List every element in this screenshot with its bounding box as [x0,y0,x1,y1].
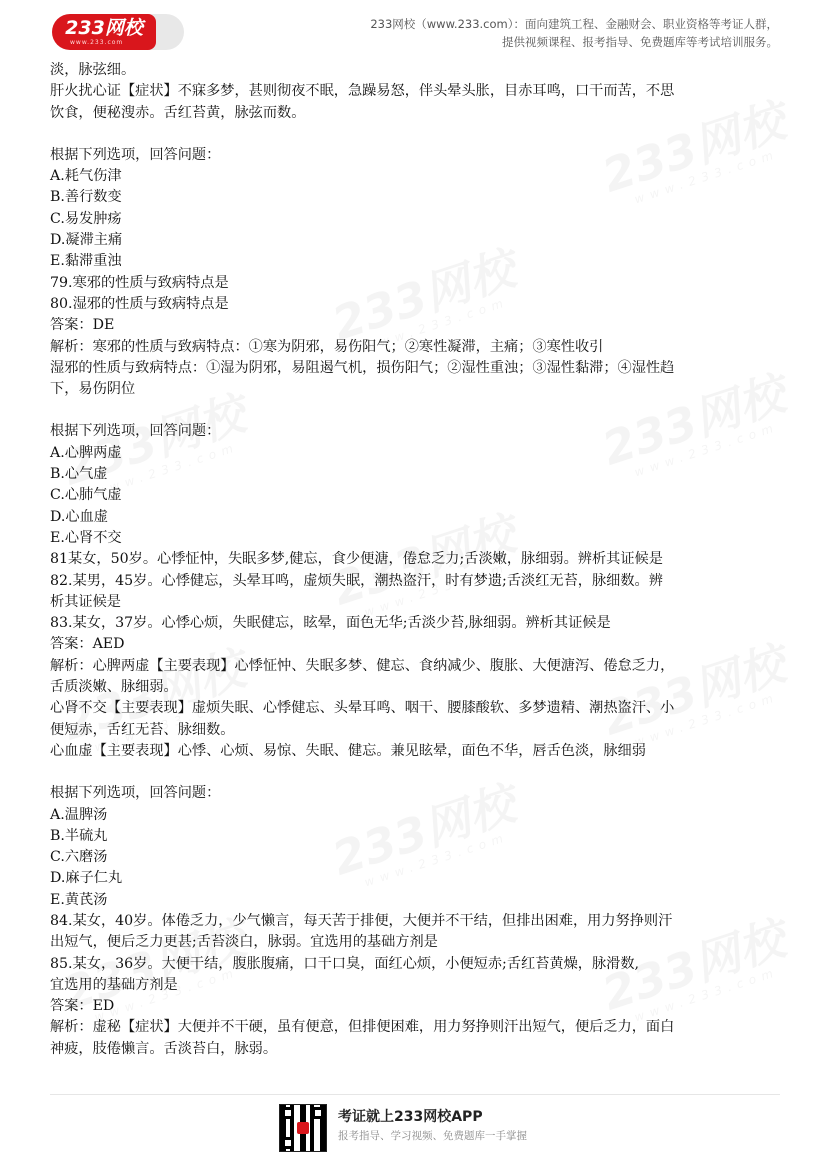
text-line: 82.某男，45岁。心悸健忘，头晕耳鸣，虚烦失眠，潮热盗汗，时有梦遗;舌淡红无苔，脉细数。辨 [50,572,663,589]
footer-title: 考证就上233网校APP [338,1109,483,1125]
text-line: 舌质淡嫩、脉细弱。 [50,679,178,696]
text-line: E.黄芪汤 [50,891,108,908]
text-line: D.心血虚 [50,508,108,525]
text-line: 答案：AED [50,636,125,653]
text-line: 下，易伤阴位 [50,381,136,398]
paragraph-gap [50,400,782,421]
document-body [50,60,782,1060]
text-line: 80.湿邪的性质与致病特点是 [50,295,229,312]
text-line: 便短赤，舌红无苔、脉细数。 [50,721,235,738]
logo-wordmark: 233网校 [52,14,156,50]
text-line: 神疲，肢倦懒言。舌淡苔白，脉弱。 [50,1040,278,1057]
text-line: 宜选用的基础方剂是 [50,976,178,993]
text-line: A.温脾汤 [50,806,108,823]
text-line: 84.某女，40岁。体倦乏力，少气懒言，每天苦于排便，大便并不干结，但排出困难，用力努挣则汗 [50,912,673,929]
text-line: 根据下列选项，回答问题： [50,785,221,802]
text-line: 答案：ED [50,998,115,1015]
text-line: 心血虚【主要表现】心悸、心烦、易惊、失眠、健忘。兼见眩晕，面色不华，唇舌色淡，脉细弱 [50,742,646,759]
site-logo[interactable] [52,14,184,50]
text-line: 79.寒邪的性质与致病特点是 [50,274,229,291]
header-tagline [370,15,778,51]
text-line: 出短气，便后乏力更甚;舌苔淡白，脉弱。宜选用的基础方剂是 [50,934,438,951]
text-line: 析其证候是 [50,593,121,610]
text-line: 根据下列选项，回答问题： [50,423,221,440]
text-line: 饮食，便秘溲赤。舌红苔黄，脉弦而数。 [50,104,306,121]
paragraph-gap [50,762,782,783]
tagline-line-1: 233网校（www.233.com）：面向建筑工程、金融财会、职业资格等考证人群， [370,17,778,31]
qr-logo [297,1122,309,1134]
text-line: C.六磨汤 [50,849,108,866]
page-header [0,0,830,56]
text-line: A.耗气伤津 [50,168,122,185]
text-line: E.黏滞重浊 [50,253,122,270]
text-line: E.心肾不交 [50,529,122,546]
text-line: 85.某女，36岁。大便干结，腹胀腹痛，口干口臭，面红心烦，小便短赤;舌红苔黄燥，脉滑数, [50,955,640,972]
text-line: A.心脾两虚 [50,444,122,461]
text-line: 解析：寒邪的性质与致病特点：①寒为阴邪，易伤阳气；②寒性凝滞，主痛；③寒性收引 [50,338,604,355]
text-line: 83.某女，37岁。心悸心烦，失眠健忘，眩晕，面色无华;舌淡少苔,脉细弱。辨析其证候是 [50,615,611,632]
text-line: 淡，脉弦细。 [50,62,136,78]
text-line: 心肾不交【主要表现】虚烦失眠、心悸健忘、头晕耳鸣、咽干、腰膝酸软、多梦遗精、潮热盗汗、小 [50,700,675,717]
text-line: B.善行数变 [50,189,122,206]
qr-finder [282,1137,294,1149]
qr-finder [312,1107,324,1119]
qr-finder [282,1107,294,1119]
text-line: C.易发肿疡 [50,210,122,227]
page-footer [0,1094,830,1154]
text-line: 湿邪的性质与致病特点：①湿为阴邪，易阻遏气机，损伤阳气；②湿性重浊；③湿性黏滞；④湿性趋 [50,359,675,376]
text-line: 答案：DE [50,317,115,334]
text-line: 81某女，50岁。心悸怔忡，失眠多梦,健忘，食少便溏，倦怠乏力;舌淡嫩，脉细弱。辨析其证候是 [50,551,663,568]
text-line: D.麻子仁丸 [50,870,123,887]
text-line: B.心气虚 [50,466,108,483]
logo-url: www.233.com [70,39,124,46]
text-line: C.心肺气虚 [50,487,122,504]
qr-code-icon[interactable] [279,1104,327,1152]
tagline-line-2: 提供视频课程、报考指导、免费题库等考试培训服务。 [502,35,778,49]
text-line: 解析：虚秘【症状】大便并不干硬，虽有便意，但排便困难，用力努挣则汗出短气，便后乏力，面白 [50,1019,675,1036]
text-line: D.凝滞主痛 [50,232,123,249]
text-line: B.半硫丸 [50,827,108,844]
text-line: 根据下列选项，回答问题： [50,146,221,163]
footer-divider [50,1094,780,1095]
text-line: 肝火扰心证【症状】不寐多梦，甚则彻夜不眠，急躁易怒，伴头晕头胀，目赤耳鸣，口干而苦，不思 [50,83,675,100]
text-line: 解析：心脾两虚【主要表现】心悸怔忡、失眠多梦、健忘、食纳减少、腹胀、大便溏泻、倦怠乏力， [50,657,675,674]
footer-subtitle: 报考指导、学习视频、免费题库一手掌握 [338,1130,527,1142]
paragraph-gap [50,124,782,145]
